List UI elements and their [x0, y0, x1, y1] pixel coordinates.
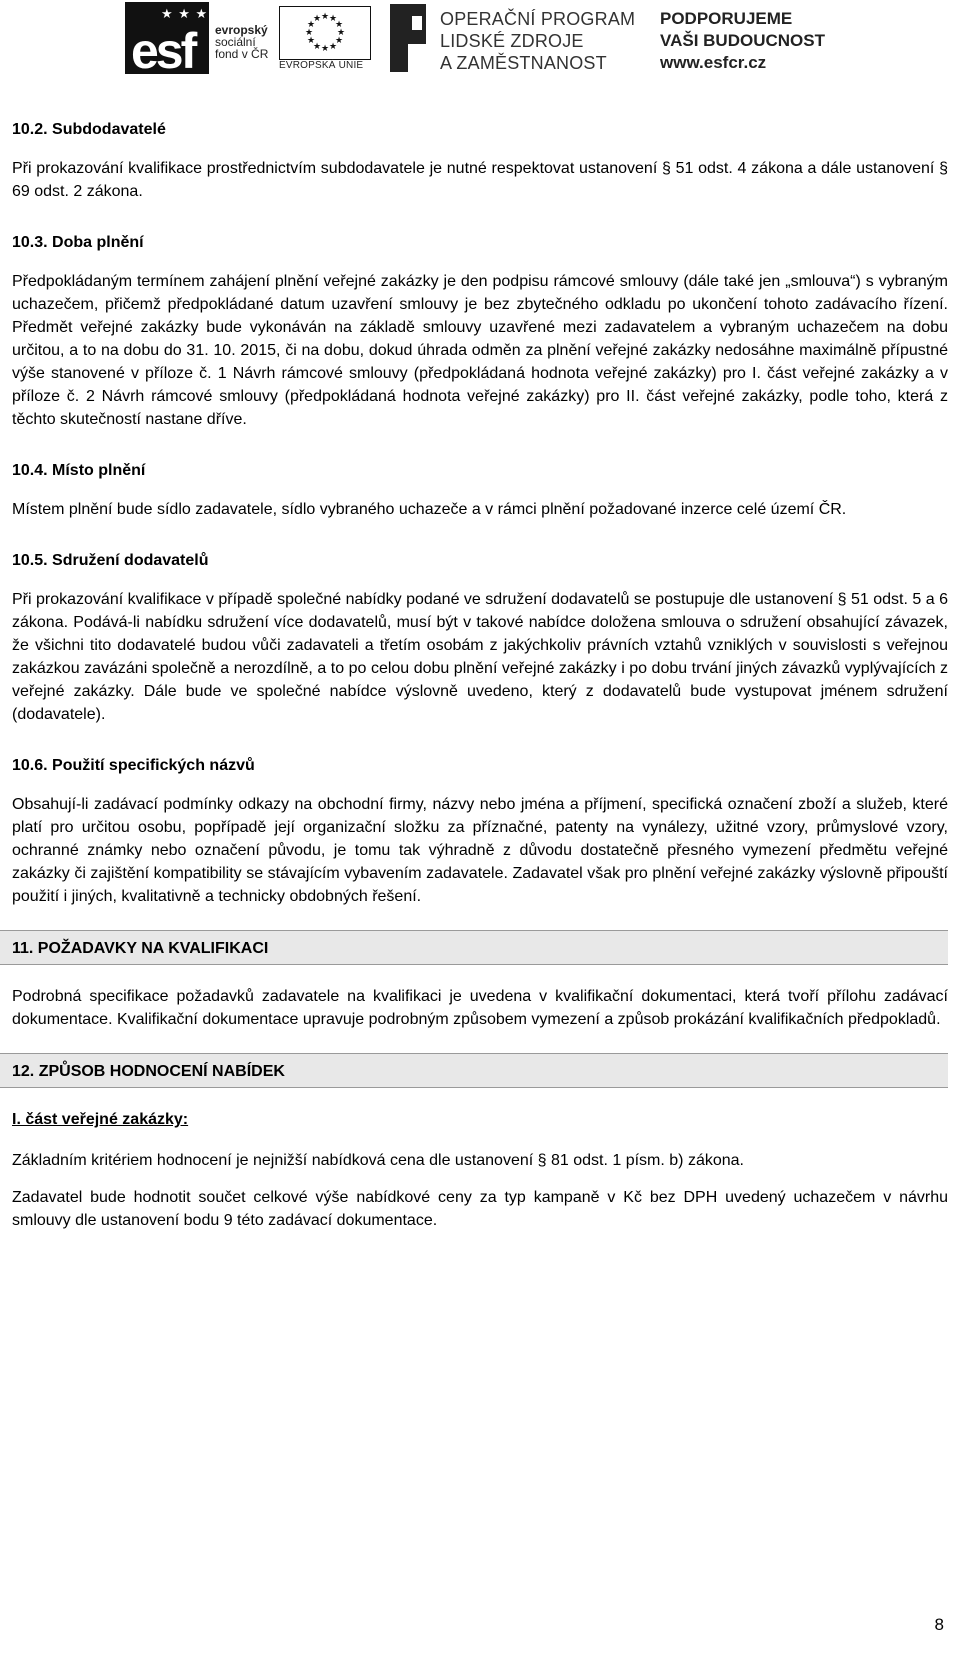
esf-line-2: sociální [215, 35, 256, 49]
section-10-5-text: Při prokazování kvalifikace v případě společné nabídky podané ve sdružení dodavatelů se postupuje dle ustanovení § 51 odst. 5 a 6 zákona. Podává-li nabídku sdružení více dodavatelů, musí být v takové nabídce doložena smlouva o sdružení obsahující závazek, že všichni tito dodavatelé budou vůči zadavateli a třetím osobám z jakýchkoliv právních vztahů vzniklých v souvislosti s veřejnou zakázkou zavázáni společně a nerozdílně, a to po celou dobu plnění veřejné zakázky i po dobu trvání jiných závazků vyplývajících z veřejné zakázky. Dále bude ve společné nabídce výslovně uvedeno, který z dodavatelů bude vystupovat jménem sdružení (dodavatele). [12, 591, 948, 723]
svg-text:★: ★ [336, 28, 346, 38]
section-10-3-text: Předpokládaným termínem zahájení plnění veřejné zakázky je den podpisu rámcové smlouvy (dále také jen „smlouva“) s vybraným uchazečem, přičemž předpokládané datum uzavření smlouvy je bez zbytečného odkladu po ukončení tohoto zadávacího řízení. Předmět veřejné zakázky bude vykonáván na základě smlouvy uzavřené mezi zadavatelem a vybraným uchazečem na dobu určitou, a to na dobu do 31. 10. 2015, či na dobu, dokud úhrada odměn za plnění veřejné zakázky nedosáhne maximálně přípustné výše stanovené v příloze č. 1 Návrh rámcové smlouvy (předpokládaná hodnota veřejné zakázky) pro I. část veřejné zakázky a v příloze č. 2 Návrh rámcové smlouvy (předpokládaná hodnota veřejné zakázky) pro II. část veřejné zakázky, podle toho, která z těchto skutečností nastane dříve. [12, 273, 948, 428]
op-line-1: OPERAČNÍ PROGRAM [440, 9, 636, 29]
section-12-subheading: I. část veřejné zakázky: [12, 1111, 189, 1128]
section-11-text: Podrobná specifikace požadavků zadavatele na kvalifikaci je uvedena v kvalifikační dokumentaci, která tvoří přílohu zadávací dokumentace. Kvalifikační dokumentace upravuje podrobným způsobem vymezení a způsob prokázání kvalifikačních předpokladů. [12, 988, 948, 1028]
section-10-4-text: Místem plnění bude sídlo zadavatele, sídlo vybraného uchazeče a v rámci plnění požadované inzerce celé území ČR. [12, 501, 847, 518]
section-10-2-title: 10.2. Subdodavatelé [12, 121, 166, 138]
section-11-heading: 11. POŽADAVKY NA KVALIFIKACI [0, 930, 948, 965]
svg-text:★: ★ [334, 36, 344, 46]
svg-text:★: ★ [304, 28, 314, 38]
slogan-line-1: PODPORUJEME [660, 9, 793, 28]
esf-line-1: evropský [215, 23, 268, 37]
svg-text:★: ★ [320, 44, 330, 54]
section-10-3-title: 10.3. Doba plnění [12, 234, 144, 251]
esf-line-3: fond v ČR [215, 47, 269, 61]
svg-text:★: ★ [328, 14, 338, 24]
section-12-text-1: Základním kritériem hodnocení je nejnižší nabídková cena dle ustanovení § 81 odst. 1 písm. b) zákona. [12, 1152, 744, 1169]
section-10-6-text: Obsahují-li zadávací podmínky odkazy na obchodní firmy, názvy nebo jména a příjmení, specifická označení zboží a služeb, které platí pro určitou osobu, popřípadě její organizační složku za příznačné, patenty na vynálezy, užitné vzory, průmyslové vzory, ochranné známky nebo označení původu, je tomu tak výhradně z důvodu dostatečně přesného vymezení předmětu veřejné zakázky či zajištění kompatibility se stávajícím vybavením zadavatele. Zadavatel však pro plnění veřejné zakázky výslovně připouští použití i jiných, kvalitativně a technicky obdobných řešení. [12, 796, 948, 905]
svg-text:★: ★ [312, 42, 322, 52]
eu-logo [275, 2, 385, 74]
page-number: 8 [934, 1615, 944, 1634]
svg-text:★: ★ [306, 36, 316, 46]
section-12-heading: 12. ZPŮSOB HODNOCENÍ NABÍDEK [0, 1053, 948, 1088]
esf-logo-text: esf [131, 23, 195, 79]
section-10-5-title: 10.5. Sdružení dodavatelů [12, 552, 209, 569]
section-10-2-text: Při prokazování kvalifikace prostřednictvím subdodavatele je nutné respektovat ustanovení § 51 odst. 4 zákona a dále ustanovení § 69 odst. 2 zákona. [12, 160, 948, 200]
esf-logo: ★ ★ ★ esf evropský sociální fond v ČR [125, 2, 269, 74]
svg-text:★: ★ [328, 42, 338, 52]
op-line-2: LIDSKÉ ZDROJE [440, 31, 584, 51]
document-body [12, 118, 948, 1246]
section-10-6-title: 10.6. Použití specifických názvů [12, 757, 255, 774]
svg-text:★: ★ [306, 20, 316, 30]
op-mark-icon [390, 4, 430, 72]
op-logo [390, 2, 640, 74]
svg-text:★: ★ [320, 12, 330, 22]
op-line-3: A ZAMĚSTNANOST [440, 53, 607, 73]
section-10-4-title: 10.4. Místo plnění [12, 462, 146, 479]
slogan [660, 8, 825, 74]
slogan-url: www.esfcr.cz [660, 53, 767, 72]
svg-text:★: ★ [312, 14, 322, 24]
header-logos [0, 0, 960, 80]
section-12-text-2: Zadavatel bude hodnotit součet celkové výše nabídkové ceny za typ kampaně v Kč bez DPH uvedený uchazečem v návrhu smlouvy dle ustanovení bodu 9 této zadávací dokumentace. [12, 1189, 948, 1229]
slogan-line-2: VAŠI BUDOUCNOST [660, 31, 825, 50]
eu-label: EVROPSKÁ UNIE [279, 60, 364, 71]
svg-text:★: ★ [334, 20, 344, 30]
eu-flag-icon [279, 6, 371, 60]
